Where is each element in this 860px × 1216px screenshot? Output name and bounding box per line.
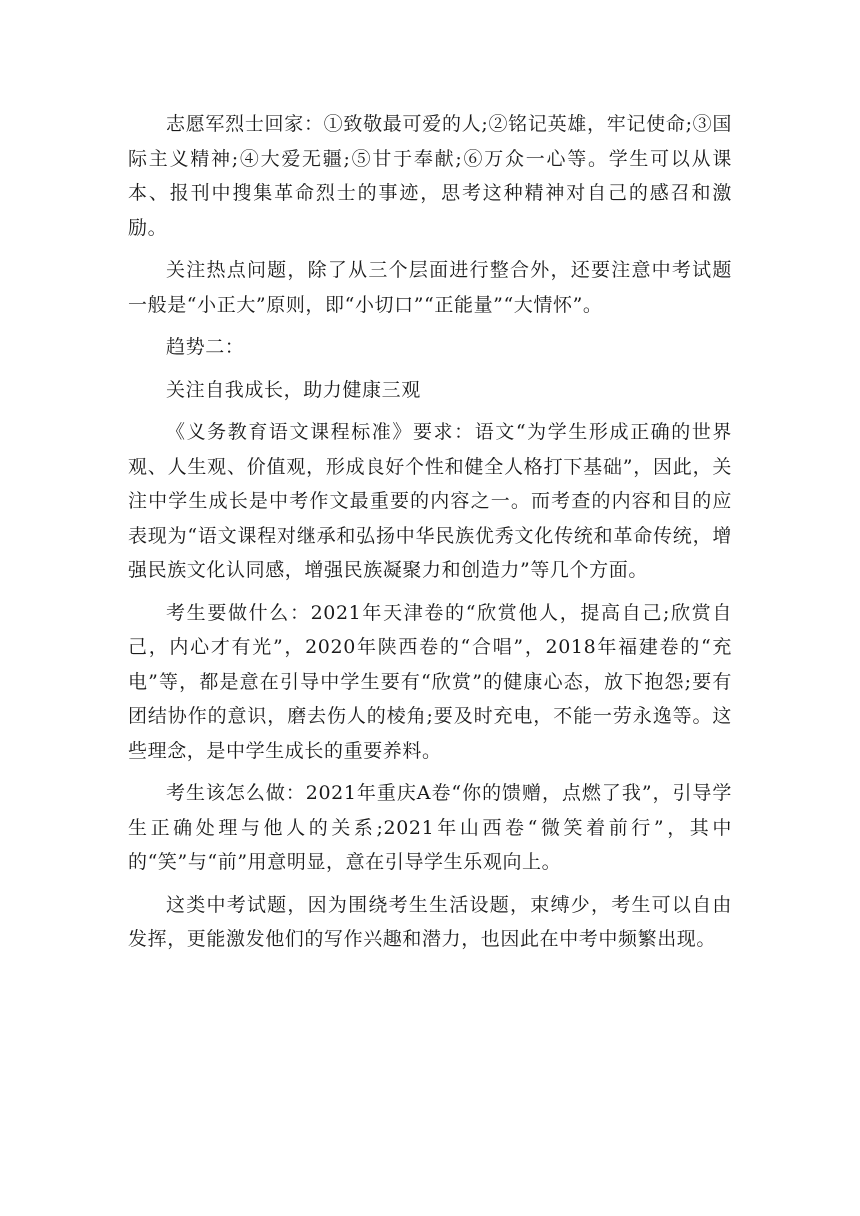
trend-two-heading: 趋势二： [166,336,245,358]
trend-two-title: 关注自我成长，助力健康三观 [166,378,421,401]
paragraph-what-to-do: 考生要做什么：2021年天津卷的“欣赏他人，提高自己;欣赏自己，内心才有光”，2020年陕西卷的“合唱”，2018年福建卷的“充电”等，都是意在引导中学生要有“欣赏”的健康心态，放下抱怨;要有团结协作的意识，磨去伤人的棱角;要及时充电，不能一劳永逸等。这些理念，是中学生成长的重要养料。 [128,601,732,762]
paragraph-curriculum-standard: 《义务教育语文课程标准》要求：语文“为学生形成正确的世界观、人生观、价值观，形成良好个性和健全人格打下基础”，因此，关注中学生成长是中考作文最重要的内容之一。而考查的内容和目的应表现为“语文课程对继承和弘扬中华民族优秀文化传统和革命传统，增强民族文化认同感，增强民族凝聚力和创造力”等几个方面。 [128,421,732,581]
paragraph-martyrs: 志愿军烈士回家：①致敬最可爱的人;②铭记英雄，牢记使命;③国际主义精神;④大爱无疆;⑤甘于奉献;⑥万众一心等。学生可以从课本、报刊中搜集革命烈士的事迹，思考这种精神对自己的感召和激励。 [128,113,732,239]
document-page [128,107,732,965]
paragraph-how-to-do: 考生该怎么做：2021年重庆A卷“你的馈赠，点燃了我”，引导学生正确处理与他人的关系;2021年山西卷“微笑着前行”，其中的“笑”与“前”用意明显，意在引导学生乐观向上。 [128,782,732,873]
paragraph-hot-topics: 关注热点问题，除了从三个层面进行整合外，还要注意中考试题一般是“小正大”原则，即“小切口”“正能量”“大情怀”。 [128,259,732,316]
paragraph-conclusion: 这类中考试题，因为围绕考生生活设题，束缚少，考生可以自由发挥，更能激发他们的写作兴趣和潜力，也因此在中考中频繁出现。 [128,893,732,950]
